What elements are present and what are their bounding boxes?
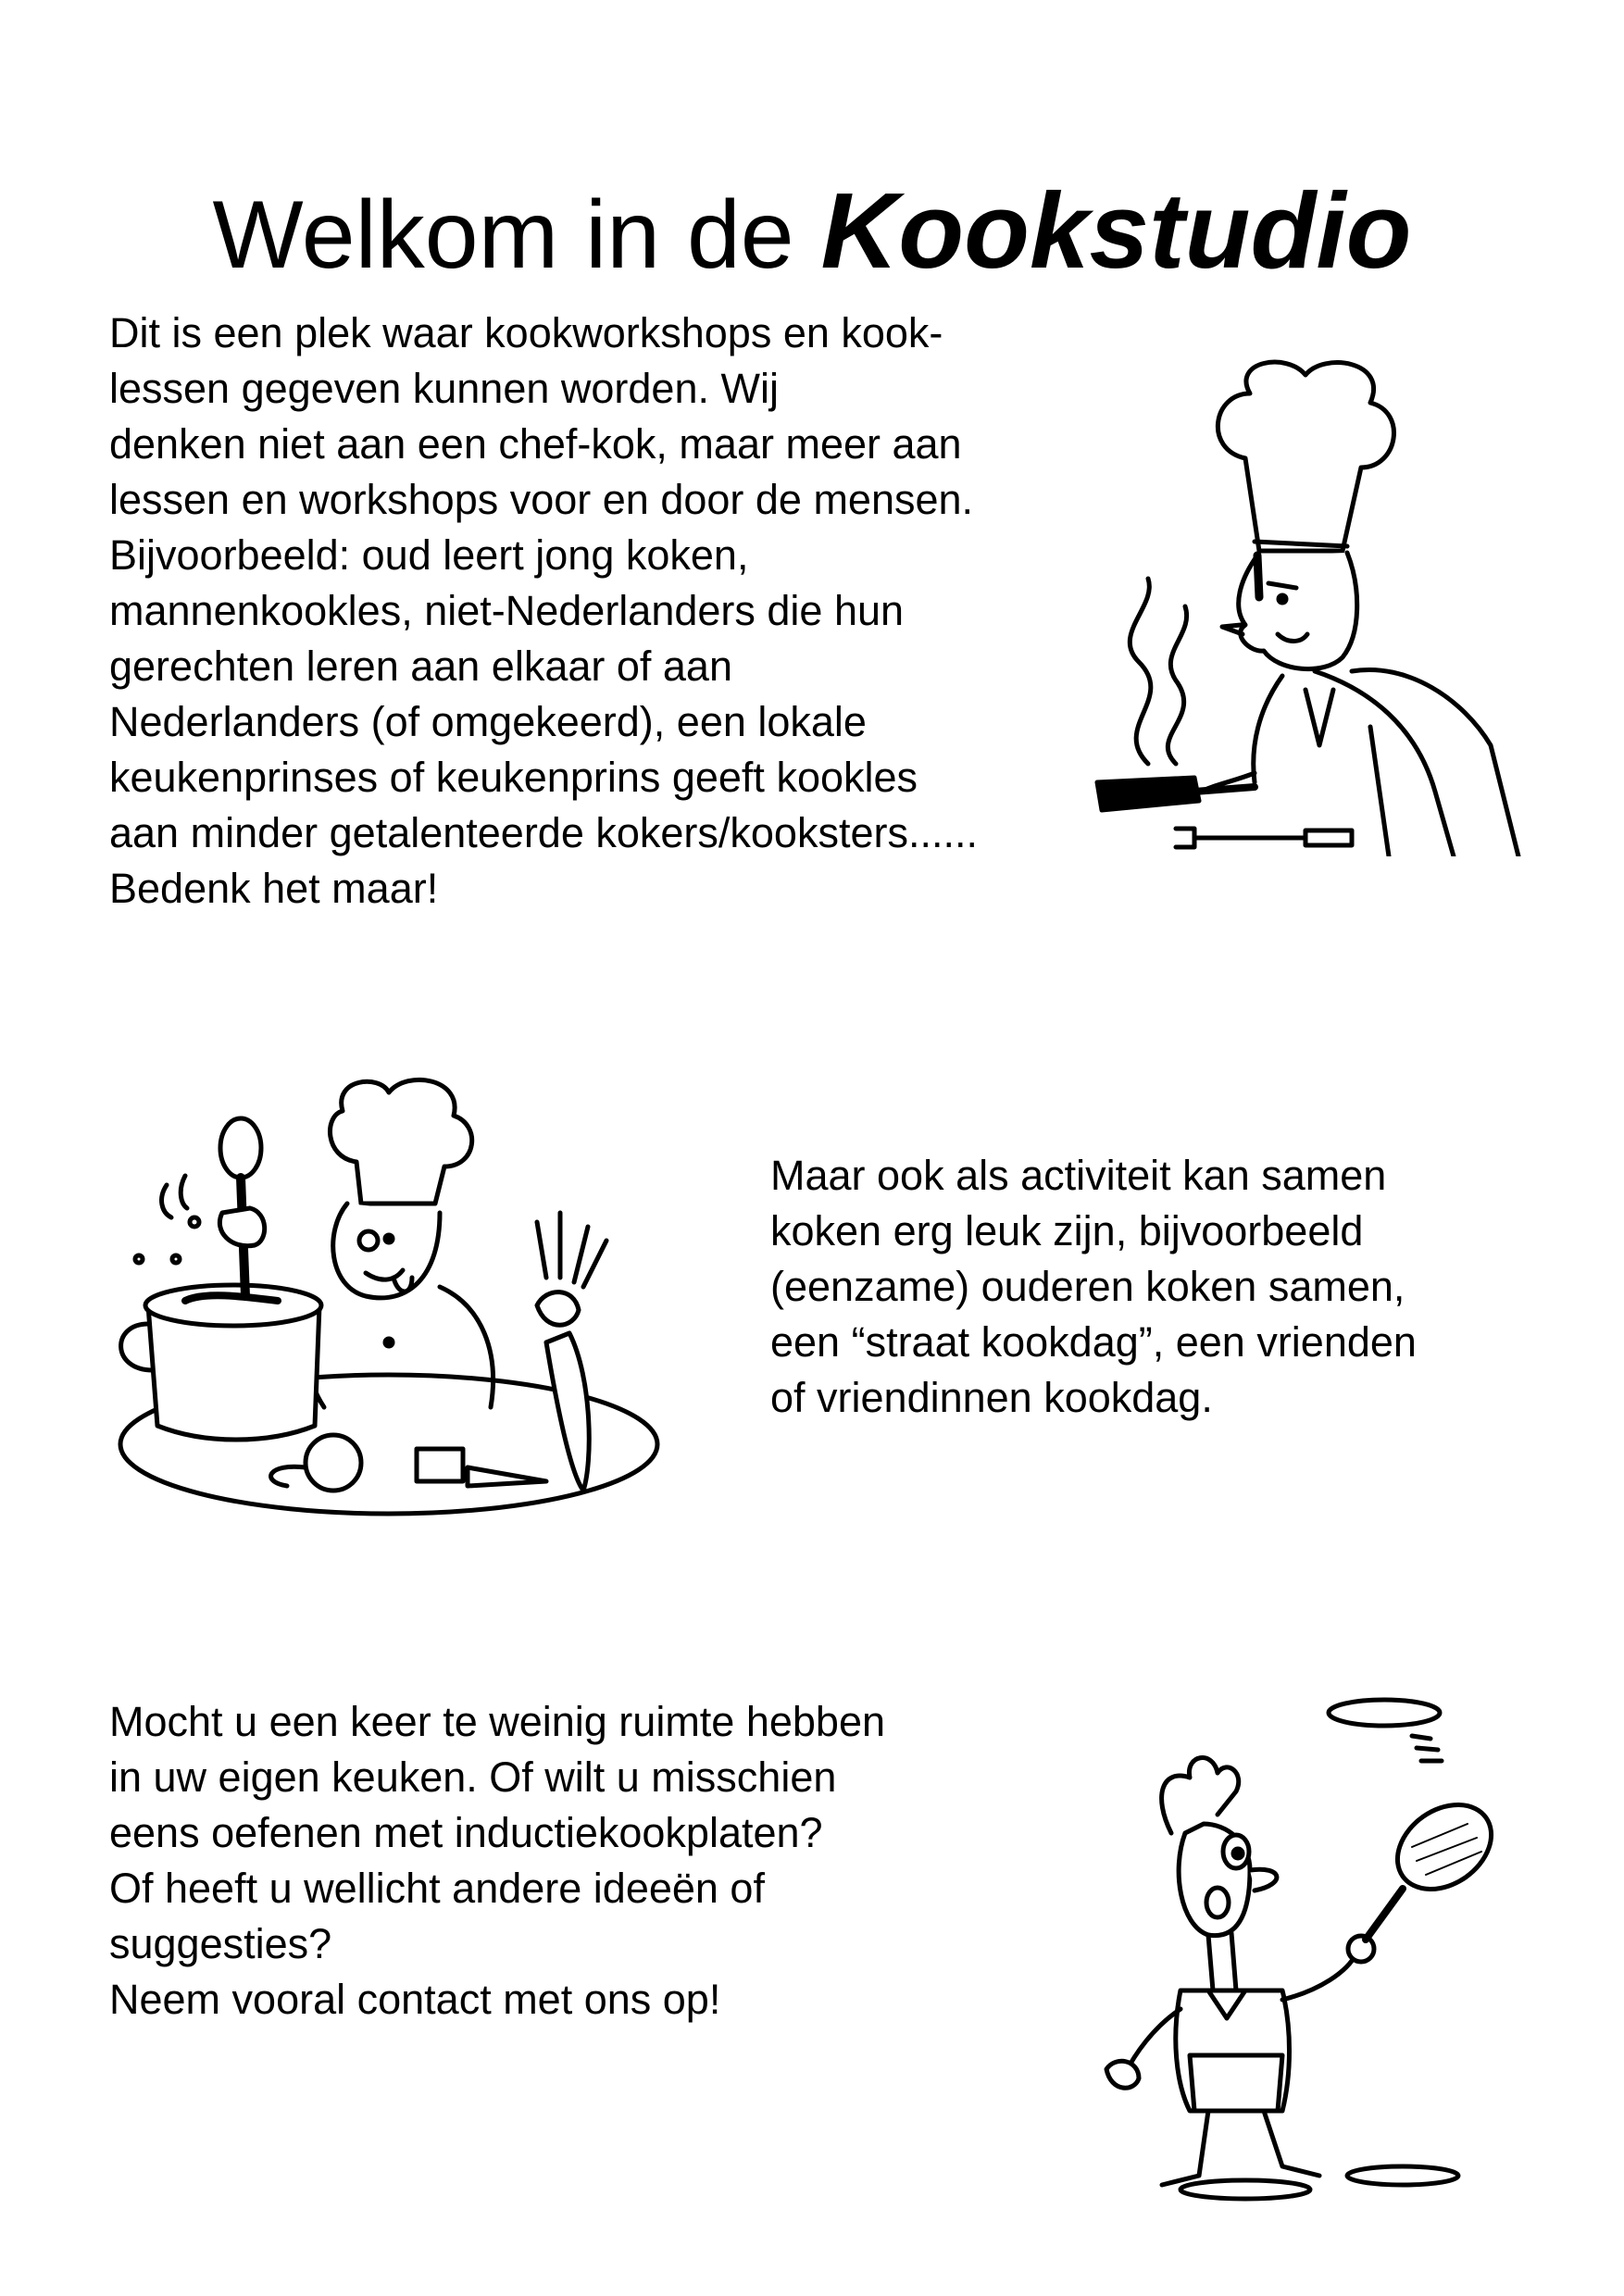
intro-line: lessen gegeven kunnen worden. Wij <box>109 365 779 412</box>
contact-line: Neem vooral contact met ons op! <box>109 1976 721 2023</box>
contact-line: suggesties? <box>109 1920 332 1967</box>
contact-line: Mocht u een keer te weinig ruimte hebben <box>109 1698 885 1745</box>
contact-line: in uw eigen keuken. Of wilt u misschien <box>109 1753 837 1801</box>
intro-line: denken niet aan een chef-kok, maar meer aan <box>109 420 962 468</box>
intro-line: Dit is een plek waar kookworkshops en kook- <box>109 309 943 356</box>
contact-line: eens oefenen met inductiekookplaten? <box>109 1809 823 1856</box>
activity-line: een “straat kookdag”, een vrienden <box>770 1318 1417 1366</box>
intro-line: Nederlanders (of omgekeerd), een lokale <box>109 698 867 745</box>
title-welcome: Welkom in de <box>212 181 821 289</box>
activity-line: Maar ook als activiteit kan samen <box>770 1152 1387 1199</box>
chef-with-frying-pan-illustration <box>1093 356 1528 856</box>
intro-line: Bijvoorbeeld: oud leert jong koken, <box>109 531 749 579</box>
intro-line: aan minder getalenteerde kokers/kooksters...... <box>109 809 978 856</box>
page-title <box>0 167 1624 295</box>
activity-line: koken erg leuk zijn, bijvoorbeeld <box>770 1207 1364 1254</box>
man-flipping-pancake-illustration <box>1097 1685 1505 2203</box>
intro-line: lessen en workshops voor en door de mensen. <box>109 476 974 523</box>
chef-stirring-pot-illustration <box>111 1074 667 1537</box>
contact-line: Of heeft u wellicht andere ideeën of <box>109 1865 765 1912</box>
intro-line: keukenprinses of keukenprins geeft kookles <box>109 754 918 801</box>
intro-line: mannenkookles, niet-Nederlanders die hun <box>109 587 905 634</box>
intro-line: gerechten leren aan elkaar of aan <box>109 643 732 690</box>
activity-line: of vriendinnen kookdag. <box>770 1374 1213 1421</box>
intro-line: Bedenk het maar! <box>109 865 439 912</box>
activity-paragraph <box>770 1148 1567 1426</box>
intro-paragraph <box>109 306 1109 917</box>
activity-line: (eenzame) ouderen koken samen, <box>770 1263 1405 1310</box>
title-kookstudio: Kookstudio <box>820 169 1412 291</box>
contact-paragraph <box>109 1694 1054 2028</box>
